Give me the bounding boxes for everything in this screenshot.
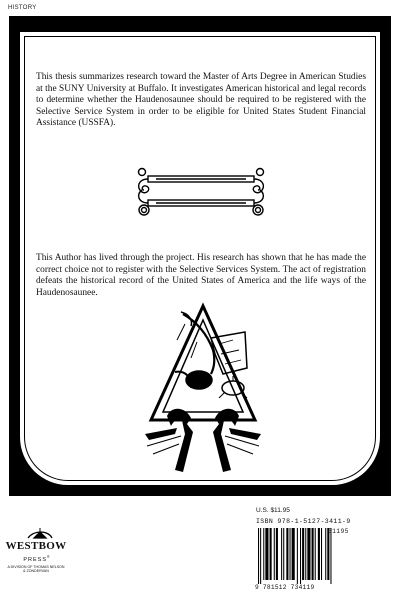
barcode-bar: [312, 528, 314, 580]
barcode-bar: [302, 528, 304, 580]
barcode-bar: [321, 528, 322, 580]
barcode-bar: [258, 528, 259, 584]
barcode-bar: [305, 528, 306, 580]
ornament-scroll-icon: [132, 166, 270, 216]
barcode-bar: [274, 528, 275, 580]
barcode-bar: [276, 528, 278, 580]
publisher-division: A DIVISION OF THOMAS NELSON & ZONDERVAN: [7, 565, 65, 574]
barcode-bar: [260, 528, 261, 584]
isbn-number: ISBN 978-1-5127-3411-9: [256, 518, 351, 525]
barcode-bar: [307, 528, 310, 580]
price-label: U.S. $11.95: [256, 507, 290, 514]
barcode-bar: [297, 528, 298, 584]
barcode-bar: [281, 528, 282, 580]
barcode-bar: [330, 528, 331, 584]
barcode-bar: [292, 528, 295, 580]
barcode-bar: [327, 528, 329, 580]
barcode-bar: [283, 528, 284, 580]
barcode-bar: [270, 528, 272, 580]
price-code: 51195: [328, 528, 350, 535]
barcode-bar: [286, 528, 288, 580]
barcode-bar: [300, 528, 301, 584]
barcode-bar: [263, 528, 264, 580]
isbn-barcode-block: [254, 498, 364, 598]
genre-label: HISTORY: [8, 5, 37, 11]
publisher-name: WESTBOW: [5, 540, 67, 552]
barcode-bar: [318, 528, 320, 580]
ean-barcode-icon: [256, 528, 362, 584]
barcode-bar: [265, 528, 268, 580]
barcode-digits: 9 781512 734119: [255, 584, 315, 591]
description-paragraph-1: This thesis summarizes research toward the Master of Arts Degree in American Studies at the SUNY University at Buffalo. It investigates American historical and legal records to determine whether the Haudenosaunee should be required to be registered with the Selective Service System in order to be eligible for United States Student Financial Assistance (USSFA).: [36, 72, 366, 129]
publisher-press-label: PRESS®: [23, 555, 51, 563]
description-paragraph-2: This Author has lived through the project. His research has shown that he has made the correct choice not to register with the Selective Services System. The act of registration defeats the historical record of the United States of America and the life ways of the Haudenosaunee.: [36, 253, 366, 298]
barcode-bar: [325, 528, 326, 580]
haudenosaunee-emblem-icon: [141, 284, 265, 484]
barcode-bar: [290, 528, 291, 580]
description-panel: [20, 32, 380, 485]
barcode-bar: [315, 528, 316, 580]
